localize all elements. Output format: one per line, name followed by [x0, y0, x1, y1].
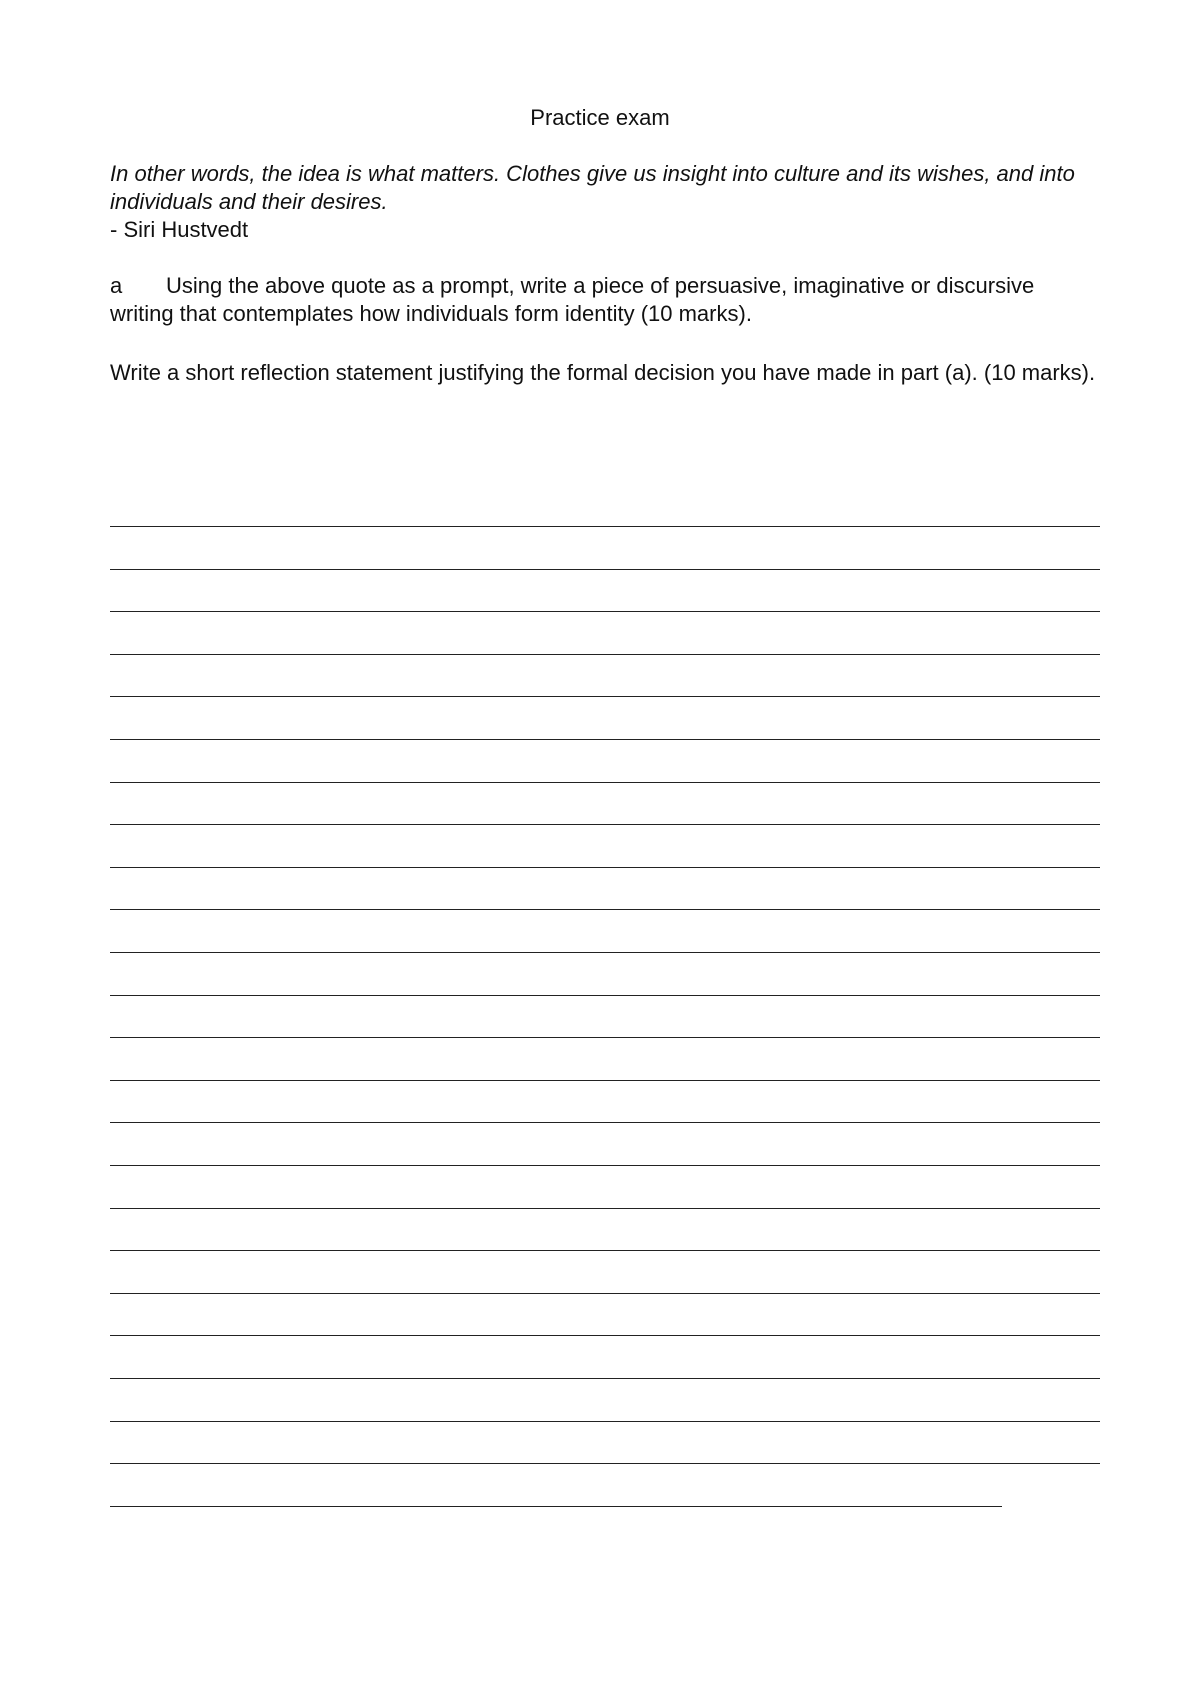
answer-line — [110, 867, 1100, 868]
answer-line — [110, 824, 1100, 825]
answer-line — [110, 1293, 1100, 1294]
answer-line — [110, 1463, 1100, 1464]
question-a-text: Using the above quote as a prompt, write a piece of persuasive, imaginative or discursive writing that contemplates how individuals form identity (10 marks). — [110, 273, 1035, 326]
answer-line — [110, 654, 1100, 655]
quote-text: In other words, the idea is what matters. Clothes give us insight into culture and its wishes, and into individuals and their desires. — [110, 161, 1075, 214]
answer-line — [110, 611, 1100, 612]
answer-line — [110, 1378, 1100, 1379]
answer-line — [110, 1122, 1100, 1123]
answer-line — [110, 1250, 1100, 1251]
answer-line — [110, 739, 1100, 740]
answer-line — [110, 995, 1100, 996]
answer-line — [110, 1208, 1100, 1209]
question-a-label: a — [110, 273, 123, 298]
answer-line — [110, 1506, 1002, 1507]
answer-line — [110, 696, 1100, 697]
answer-line — [110, 1335, 1100, 1336]
quote-attribution: - Siri Hustvedt — [110, 217, 249, 242]
answer-line — [110, 782, 1100, 783]
answer-lines — [110, 0, 1100, 1696]
answer-line — [110, 526, 1100, 527]
answer-line — [110, 1165, 1100, 1166]
answer-line — [110, 569, 1100, 570]
answer-line — [110, 1421, 1100, 1422]
answer-line — [110, 952, 1100, 953]
answer-line — [110, 1080, 1100, 1081]
answer-line — [110, 1037, 1100, 1038]
answer-line — [110, 909, 1100, 910]
page-title: Practice exam — [530, 105, 670, 130]
question-b-text: Write a short reflection statement justifying the formal decision you have made in part (a). (10 marks). — [110, 360, 1096, 385]
